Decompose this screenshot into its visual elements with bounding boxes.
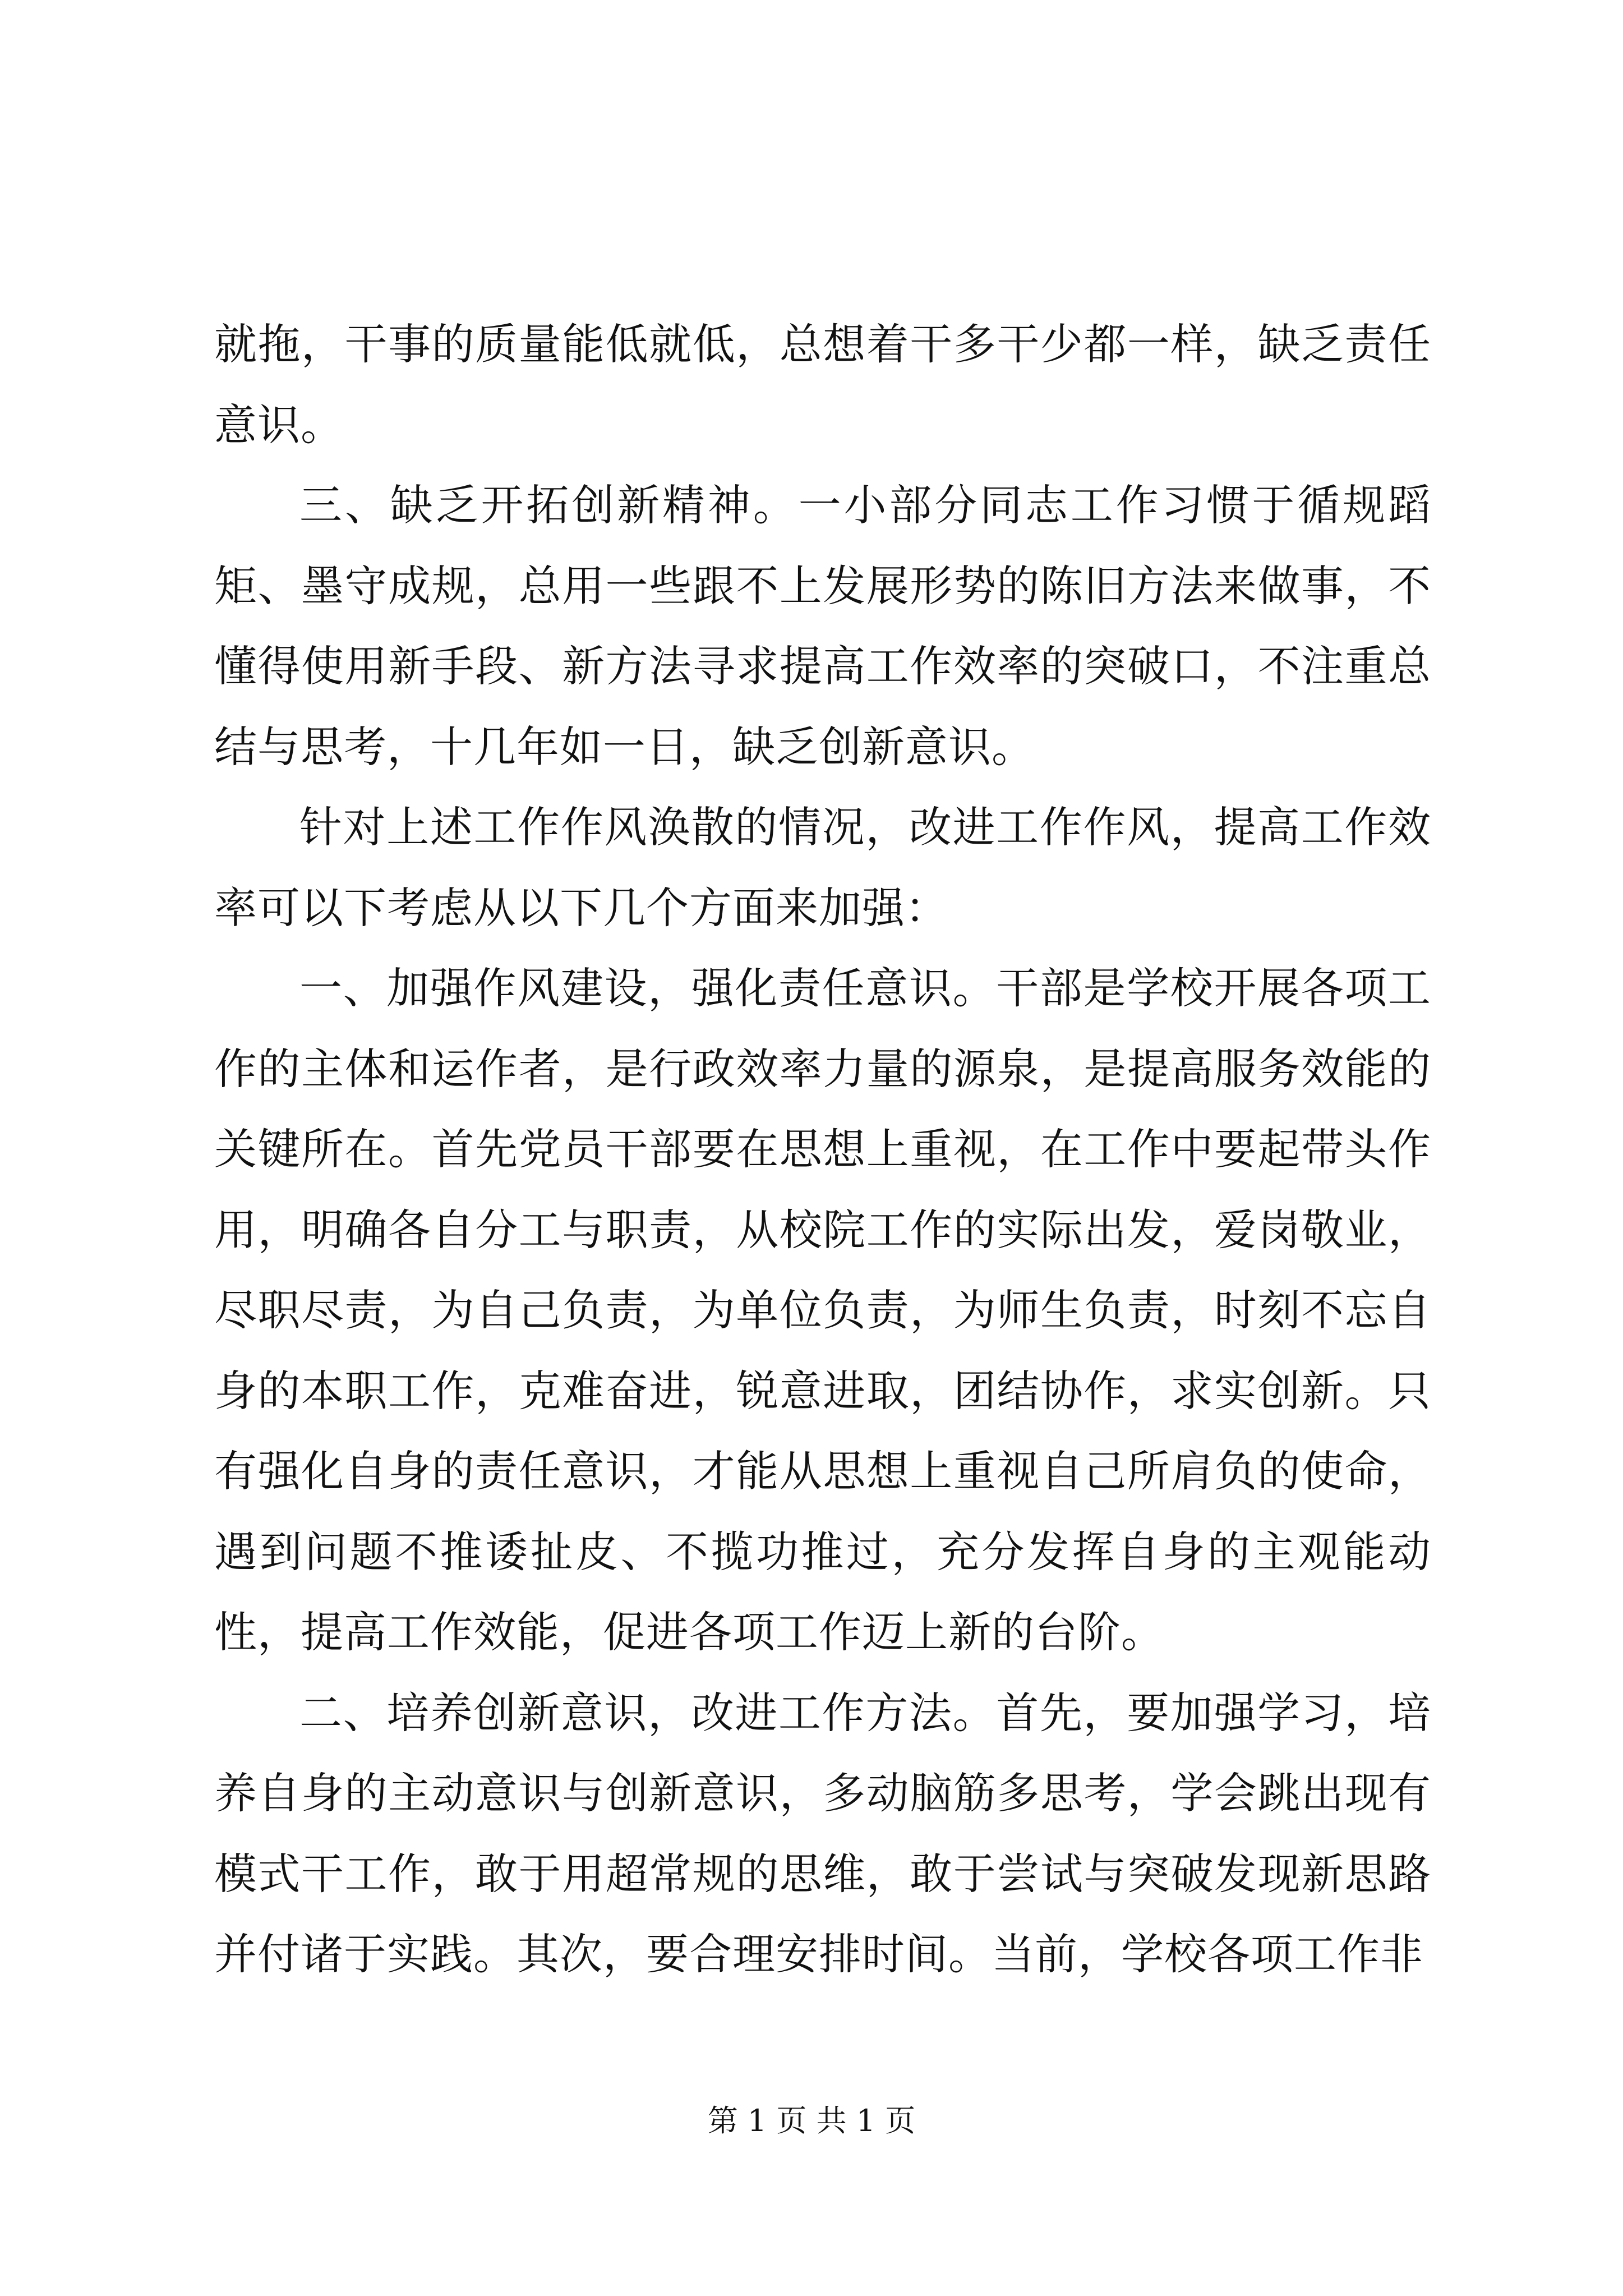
paragraph-2: 三、缺乏开拓创新精神。一小部分同志工作习惯于循规蹈矩、墨守成规，总用一些跟不上发展形势的陈旧方法来做事，不懂得使用新手段、新方法寻求提高工作效率的突破口，不注重总结与思考，十几年如一日，缺乏创新意识。 — [214, 480, 1431, 772]
paragraph-1: 就拖，干事的质量能低就低，总想着干多干少都一样，缺乏责任意识。 — [214, 319, 1431, 450]
document-body — [214, 304, 1431, 1995]
paragraph-4: 一、加强作风建设，强化责任意识。干部是学校开展各项工作的主体和运作者，是行政效率力量的源泉，是提高服务效能的关键所在。首先党员干部要在思想上重视，在工作中要起带头作用，明确各自分工与职责，从校院工作的实际出发，爱岗敬业，尽职尽责，为自己负责，为单位负责，为师生负责，时刻不忘自身的本职工作，克难奋进，锐意进取，团结协作，求实创新。只有强化自身的责任意识，才能从思想上重视自己所肩负的使命，遇到问题不推诿扯皮、不揽功推过，充分发挥自身的主观能动性，提高工作效能，促进各项工作迈上新的台阶。 — [214, 963, 1431, 1657]
paragraph-5: 二、培养创新意识，改进工作方法。首先，要加强学习，培养自身的主动意识与创新意识，多动脑筋多思考，学会跳出现有模式干工作，敢于用超常规的思维，敢于尝试与突破发现新思路并付诸于实践。其次，要合理安排时间。当前，学校各项工作非 — [214, 1687, 1431, 1979]
page-footer: 第 1 页 共 1 页 — [707, 2103, 916, 2138]
paragraph-3: 针对上述工作作风涣散的情况，改进工作作风，提高工作效率可以下考虑从以下几个方面来加强： — [214, 802, 1431, 933]
